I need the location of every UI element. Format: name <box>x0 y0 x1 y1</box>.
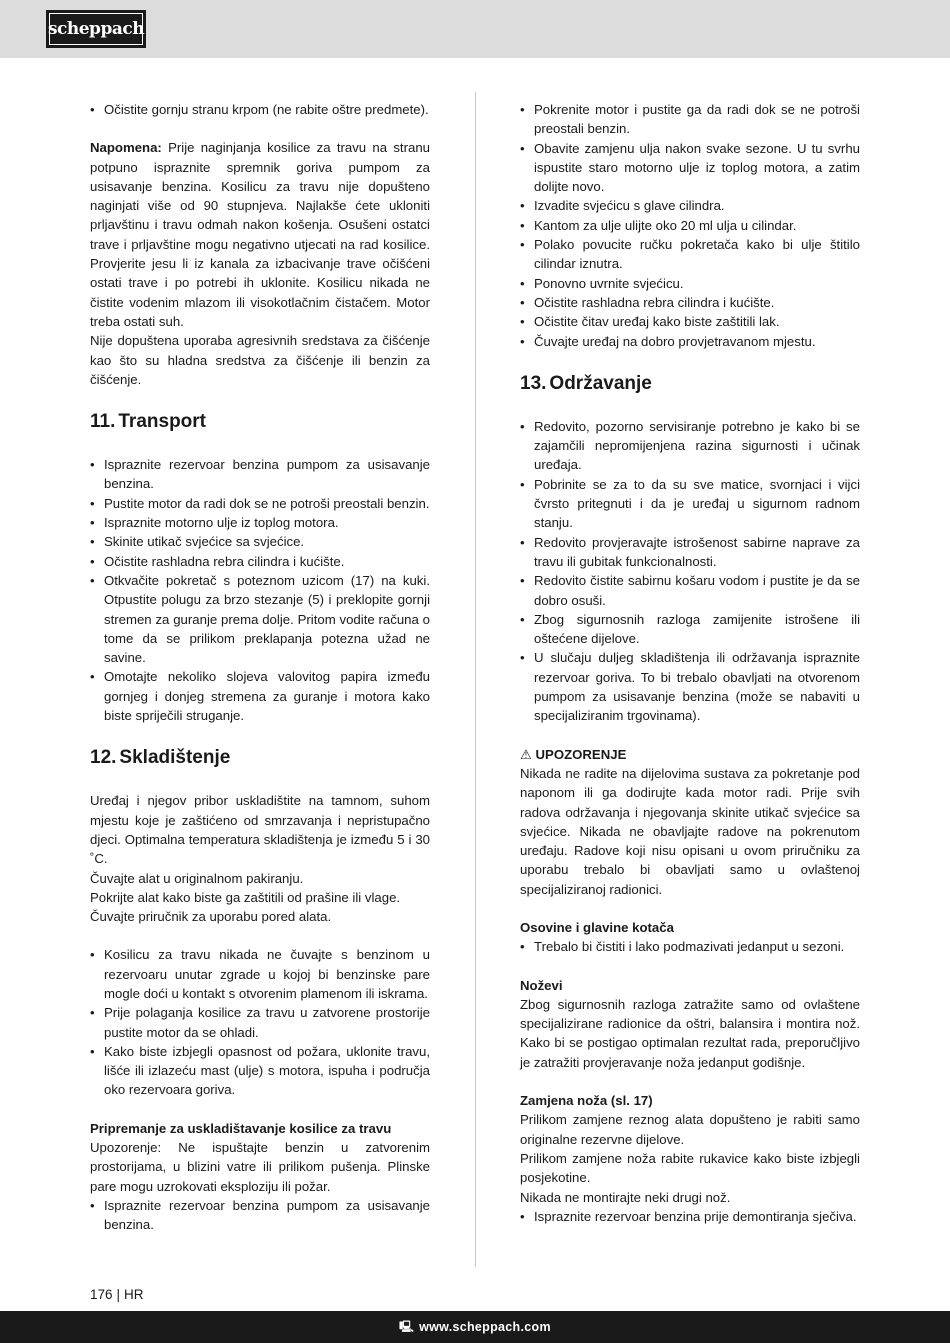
list-item: • Očistite rashladna rebra cilindra i kućište. <box>90 552 430 571</box>
section-heading-transport: 11. Transport <box>90 411 206 433</box>
list-item: • Zbog sigurnosnih razloga zamijenite istrošene ili oštećene dijelove. <box>520 610 860 649</box>
intro-list <box>90 100 430 119</box>
list-item: • Pobrinite se za to da su sve matice, svornjaci i vijci čvrsto pritegnuti i da je uređaj u sigurnom radnom stanju. <box>520 475 860 533</box>
knife-change-subheading: Zamjena noža (sl. 17) <box>520 1093 653 1109</box>
list-item: • Kantom za ulje ulijte oko 20 ml ulja u cilindar. <box>520 216 860 235</box>
storage-paragraph: Čuvajte priručnik za uporabu pored alata. <box>90 909 332 925</box>
footer-band <box>0 1311 950 1343</box>
knife-change-paragraph: Prilikom zamjene noža rabite rukavice kako biste izbjegli posjekotine. <box>520 1150 860 1186</box>
prep-subheading: Pripremanje za uskladištavanje kosilice za travu <box>90 1120 392 1136</box>
list-item: • Skinite utikač svjećice sa svjećice. <box>90 532 430 551</box>
note-text: Prije naginjanja kosilice za travu na stranu potpuno ispraznite spremnik goriva pumpom za usisavanje benzina. Kosilicu za travu nije dopušteno naginjati više od 90 stupnjeva. Najlakše ćete ukloniti prljavštinu i travu odmah nakon košenja. Osušeni ostatci trave i prljavštine mogu negativno utjecati na rad kosilice. Provjerite jesu li iz kanala za izbacivanje trave očišćeni ostati trave i po potrebi ih uklonite. Kosilicu nikada ne čistite vodenim mlazom ili visokotlačnim čistačem. Motor treba ostati suh. <box>90 140 430 329</box>
left-column <box>90 100 430 1235</box>
list-item: • Očistite čitav uređaj kako biste zaštitili lak. <box>520 312 860 331</box>
prep-list <box>90 1196 430 1235</box>
list-item: • Redovito, pozorno servisiranje potrebno je kako bi se zajamčili nepromijenjena razina sigurnosti i učinak uređaja. <box>520 417 860 475</box>
note-label: Napomena: <box>90 140 162 156</box>
list-item: • Ponovno uvrnite svjećicu. <box>520 274 860 293</box>
list-item: • Ispraznite rezervoar benzina pumpom za usisavanje benzina. <box>90 1196 430 1235</box>
note-paragraph <box>90 138 430 331</box>
list-item: • Redovito provjeravajte istrošenost sabirne naprave za travu ili gubitak funkcionalnosti. <box>520 533 860 572</box>
list-item: • Redovito čistite sabirnu košaru vodom i pustite je da se dobro osuši. <box>520 571 860 610</box>
header-band <box>0 0 950 58</box>
page-separator: | <box>116 1287 121 1302</box>
list-item: • Omotajte nekoliko slojeva valovitog papira između gornjeg i donjeg stremena za guranje i motora kako biste spriječili struganje. <box>90 667 430 725</box>
knife-change-list <box>520 1207 860 1226</box>
right-column <box>520 100 860 1226</box>
storage-continued-list <box>520 100 860 351</box>
list-item: • Kako biste izbjegli opasnost od požara, uklonite travu, lišće ili izlazeću mast (ulje) s motora, ispuha i područja oko rezervoara goriva. <box>90 1042 430 1100</box>
knives-paragraph: Zbog sigurnosnih razloga zatražite samo od ovlaštene specijalizirane radionice da oštri, balansira i montira nož. Kako bi se postigao optimalan rezultat rada, preporučljivo je zatražiti provjeravanje noža jedanput godišnje. <box>520 996 860 1070</box>
storage-paragraph: Uređaj i njegov pribor uskladištite na tamnom, suhom mjestu koje je zaštićeno od smrzavanja i nepristupačno djeci. Optimalna temperatura skladištenja je između 5 i 30 ˚C. <box>90 793 430 867</box>
knife-change-paragraph: Nikada ne montirajte neki drugi nož. <box>520 1189 731 1205</box>
computer-icon: 🖳 <box>399 1320 415 1333</box>
list-item: • Izvadite svjećicu s glave cilindra. <box>520 196 860 215</box>
knives-subheading: Noževi <box>520 977 563 993</box>
page-language: HR <box>124 1287 144 1302</box>
brand-logo <box>46 10 146 48</box>
list-item: • Otkvačite pokretač s poteznom uzicom (17) na kuki. Otpustite polugu za brzo stezanje (5) i preklopite gornji stremen za guranje prema dolje. Pritom vodite računa o tome da se prilikom preklapanja potezna užad ne savine. <box>90 571 430 667</box>
maintenance-list <box>520 417 860 726</box>
page-number: 176 <box>90 1287 113 1302</box>
page-number-block <box>90 1285 144 1305</box>
storage-paragraph: Čuvajte alat u originalnom pakiranju. <box>90 870 304 886</box>
list-item: • Obavite zamjenu ulja nakon svake sezone. U tu svrhu ispustite staro motorno ulje iz toplog motora, a zatim dolijte novo. <box>520 139 860 197</box>
list-item: • Pustite motor da radi dok se ne potroši preostali benzin. <box>90 494 430 513</box>
list-item: • Kosilicu za travu nikada ne čuvajte s benzinom u rezervoaru unutar zgrade u kojoj bi benzinske pare mogle doći u kontakt s otvorenim plamenom ili iskrama. <box>90 945 430 1003</box>
list-item: • Pokrenite motor i pustite ga da radi dok se ne potroši preostali benzin. <box>520 100 860 139</box>
storage-list <box>90 945 430 1099</box>
storage-paragraph: Pokrijte alat kako biste ga zaštitili od prašine ili vlage. <box>90 889 401 905</box>
section-heading-storage: 12. Skladištenje <box>90 747 231 769</box>
transport-list <box>90 455 430 725</box>
prep-paragraph: Upozorenje: Ne ispuštajte benzin u zatvorenim prostorijama, u blizini vatre ili prilikom pušenja. Plinske pare mogu uzrokovati eksploziju ili požar. <box>90 1140 430 1194</box>
knife-change-paragraph: Prilikom zamjene reznog alata dopušteno je rabiti samo originalne rezervne dijelove. <box>520 1112 860 1147</box>
list-item: • Ispraznite rezervoar benzina pumpom za usisavanje benzina. <box>90 455 430 494</box>
website-link[interactable]: www.scheppach.com <box>419 1320 551 1334</box>
list-item: • Polako povucite ručku pokretača kako bi ulje štitilo cilindar iznutra. <box>520 235 860 274</box>
list-item: • Čuvajte uređaj na dobro provjetravanom mjestu. <box>520 332 860 351</box>
axles-subheading: Osovine i glavine kotača <box>520 919 674 935</box>
list-item: • Očistite gornju stranu krpom (ne rabite oštre predmete). <box>90 100 430 119</box>
brand-logo-text: scheppach <box>49 13 143 45</box>
list-item: • Trebalo bi čistiti i lako podmazivati jedanput u sezoni. <box>520 937 860 956</box>
column-divider <box>475 92 476 1267</box>
warning-paragraph: Nikada ne radite na dijelovima sustava za pokretanje pod naponom ili ga dodirujte kada motor radi. Prije svih radova održavanja i njegovanja skinite utikač svjećice sa svjećice. Nikada ne obavljajte radove na pokrenutom uređaju. Radove koji nisu opisani u ovom priručniku za uporabu trebalo bi obavljati samo u ovlaštenoj specijaliziranoj radionici. <box>520 765 860 897</box>
list-item: • Ispraznite rezervoar benzina prije demontiranja sječiva. <box>520 1207 860 1226</box>
section-heading-maintenance: 13. Održavanje <box>520 372 652 394</box>
axles-list <box>520 937 860 956</box>
list-item: • U slučaju duljeg skladištenja ili održavanja ispraznite rezervoar goriva. To bi trebalo obavljati na otvorenom pumpom za usisavanje benzina (može se nabaviti u specijaliziranim trgovinama). <box>520 648 860 725</box>
list-item: • Ispraznite motorno ulje iz toplog motora. <box>90 513 430 532</box>
note-paragraph-2: Nije dopuštena uporaba agresivnih sredstava za čišćenje kao što su hladna sredstva za čišćenje ili benzin za čišćenje. <box>90 333 430 387</box>
warning-heading: ⚠ UPOZORENJE <box>520 746 627 762</box>
list-item: • Prije polaganja kosilice za travu u zatvorene prostorije pustite motor da se ohladi. <box>90 1003 430 1042</box>
list-item: • Očistite rashladna rebra cilindra i kućište. <box>520 293 860 312</box>
warning-triangle-icon: ⚠ <box>520 746 532 762</box>
